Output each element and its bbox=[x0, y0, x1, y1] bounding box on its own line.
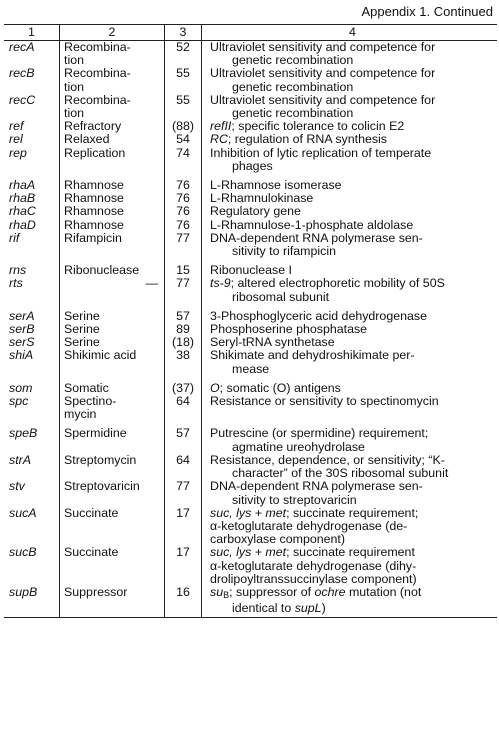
gene-name bbox=[60, 421, 165, 453]
gene-name-line: tion bbox=[64, 53, 84, 68]
gene-name bbox=[60, 395, 165, 421]
map-location: 64 bbox=[165, 395, 202, 421]
description-text: Inhibition of lytic replication of temperate bbox=[210, 145, 432, 160]
map-location: 76 bbox=[165, 219, 202, 232]
description-smallcaps: L bbox=[210, 217, 217, 232]
table-row bbox=[4, 277, 497, 303]
table-row bbox=[4, 480, 497, 506]
header-col-1: 1 bbox=[4, 25, 60, 41]
gene-symbol: sucA bbox=[9, 505, 37, 520]
description-italic: suc, lys + met bbox=[210, 505, 287, 520]
gene-description bbox=[202, 67, 498, 93]
description-italic: supL bbox=[294, 601, 322, 616]
description-text: -Rhamnulose-1-phosphate aldolase bbox=[216, 217, 414, 232]
map-location: 16 bbox=[165, 586, 202, 618]
gene-name-line: tion bbox=[64, 79, 84, 94]
map-location: 55 bbox=[165, 67, 202, 93]
description-line bbox=[210, 322, 367, 336]
map-location: 64 bbox=[165, 454, 202, 480]
gene-name bbox=[60, 277, 165, 303]
gene-name bbox=[60, 41, 165, 68]
description-smallcaps: L bbox=[210, 178, 217, 193]
gene-description bbox=[202, 395, 498, 421]
gene-description bbox=[202, 454, 498, 480]
gene-name-line: Serine bbox=[64, 335, 100, 350]
gene-name bbox=[60, 232, 165, 258]
gene-name-line: Succinate bbox=[64, 545, 119, 560]
description-text: Shikimate and dehydroshikimate per- bbox=[210, 348, 415, 363]
map-location: 57 bbox=[165, 421, 202, 453]
description-line bbox=[210, 147, 495, 160]
gene-symbol: rts bbox=[9, 276, 23, 291]
gene-symbol: speB bbox=[9, 426, 38, 441]
gene-description bbox=[202, 258, 498, 277]
gene-description bbox=[202, 304, 498, 323]
table-row bbox=[4, 349, 497, 375]
description-text: identical to bbox=[232, 601, 295, 616]
gene-name-line: Rhamnose bbox=[64, 191, 124, 206]
description-line: drolipoyltranssuccinylase component) bbox=[210, 571, 417, 586]
description-text: Ribonuclease I bbox=[210, 263, 292, 278]
gene-name-line: mycin bbox=[64, 407, 97, 422]
description-line bbox=[210, 204, 301, 218]
gene-description bbox=[202, 147, 498, 173]
description-text: -Rhamnose isomerase bbox=[216, 178, 342, 193]
gene-symbol: stv bbox=[9, 479, 25, 494]
map-location: 76 bbox=[165, 205, 202, 218]
gene-description bbox=[202, 349, 498, 375]
description-line bbox=[210, 119, 404, 133]
gene-name-line: Succinate bbox=[64, 505, 119, 520]
description-line: sitivity to rifampicin bbox=[232, 244, 336, 259]
gene-symbol: ref bbox=[9, 119, 24, 134]
gene-name-line: — bbox=[145, 276, 158, 291]
gene-symbol: sucB bbox=[9, 545, 37, 560]
map-location: 77 bbox=[165, 480, 202, 506]
gene-name-line: Rifampicin bbox=[64, 230, 122, 245]
description-line: carboxylase component) bbox=[210, 532, 345, 547]
map-location: 76 bbox=[165, 192, 202, 205]
gene-symbol: recB bbox=[9, 66, 35, 81]
gene-name bbox=[60, 147, 165, 173]
gene-symbol: rhaB bbox=[9, 191, 36, 206]
description-text: ; suppressor of bbox=[229, 584, 315, 599]
gene-name-line: Somatic bbox=[64, 380, 109, 395]
map-location: 77 bbox=[165, 232, 202, 258]
description-text: ; somatic (O) antigens bbox=[219, 380, 341, 395]
gene-name-line: Rhamnose bbox=[64, 178, 124, 193]
gene-name-line: Recombina- bbox=[64, 92, 131, 107]
table-row bbox=[4, 421, 497, 453]
description-line bbox=[210, 191, 313, 205]
description-line bbox=[210, 586, 495, 602]
description-line: genetic recombination bbox=[232, 106, 354, 121]
table-row bbox=[4, 507, 497, 547]
gene-symbol: rep bbox=[9, 145, 27, 160]
description-line: genetic recombination bbox=[232, 79, 354, 94]
map-location: 54 bbox=[165, 133, 202, 146]
gene-name bbox=[60, 258, 165, 277]
description-text: ; succinate requirement bbox=[286, 545, 415, 560]
gene-symbol: spc bbox=[9, 394, 29, 409]
description-italic: refII bbox=[210, 119, 232, 134]
gene-symbol: rhaA bbox=[9, 178, 36, 193]
gene-symbol: rel bbox=[9, 132, 23, 147]
gene-description bbox=[202, 376, 498, 395]
description-text: -Rhamnulokinase bbox=[216, 191, 314, 206]
map-location: 55 bbox=[165, 94, 202, 120]
header-row bbox=[4, 25, 497, 41]
gene-symbol: serB bbox=[9, 322, 35, 337]
map-location: 38 bbox=[165, 349, 202, 375]
gene-name-line: Serine bbox=[64, 322, 100, 337]
map-location: 17 bbox=[165, 546, 202, 586]
description-line bbox=[210, 132, 387, 146]
header-col-2: 2 bbox=[60, 25, 165, 41]
map-location: (88) bbox=[165, 120, 202, 133]
gene-description bbox=[202, 94, 498, 120]
gene-name-line: Shikimic acid bbox=[64, 348, 137, 363]
description-line bbox=[210, 546, 495, 559]
gene-name bbox=[60, 349, 165, 375]
table-row bbox=[4, 67, 497, 93]
gene-description bbox=[202, 480, 498, 506]
description-italic: su bbox=[210, 584, 224, 599]
map-location: 57 bbox=[165, 304, 202, 323]
gene-name-line: Suppressor bbox=[64, 584, 128, 599]
description-line bbox=[210, 381, 341, 395]
map-location: 77 bbox=[165, 277, 202, 303]
table-row bbox=[4, 147, 497, 173]
map-location: (37) bbox=[165, 376, 202, 395]
description-text: ; specific tolerance to colicin E2 bbox=[231, 119, 405, 134]
description-italic: suc, lys + met bbox=[210, 545, 287, 560]
gene-name-line: Serine bbox=[64, 308, 100, 323]
table-row bbox=[4, 173, 497, 192]
description-text: Seryl-tRNA synthetase bbox=[210, 335, 335, 350]
gene-name-line: Streptovaricin bbox=[64, 479, 140, 494]
description-line bbox=[210, 602, 495, 615]
gene-symbol: strA bbox=[9, 452, 32, 467]
table-row bbox=[4, 232, 497, 258]
gene-name-line: Streptomycin bbox=[64, 452, 137, 467]
gene-table bbox=[4, 24, 497, 618]
table-row bbox=[4, 94, 497, 120]
description-text: Ultraviolet sensitivity and competence for bbox=[210, 66, 436, 81]
description-text: 3-Phosphoglyceric acid dehydrogenase bbox=[210, 308, 427, 323]
gene-name bbox=[60, 507, 165, 547]
description-line: ribosomal subunit bbox=[232, 289, 330, 304]
gene-description bbox=[202, 586, 498, 618]
description-text: Putrescine (or spermidine) requirement; bbox=[210, 426, 429, 441]
gene-name bbox=[60, 480, 165, 506]
gene-name bbox=[60, 376, 165, 395]
gene-description bbox=[202, 232, 498, 258]
description-line: mease bbox=[232, 361, 270, 376]
gene-symbol: serA bbox=[9, 308, 35, 323]
gene-description bbox=[202, 173, 498, 192]
description-text: Resistance or sensitivity to spectinomycin bbox=[210, 394, 439, 409]
map-location: 17 bbox=[165, 507, 202, 547]
description-italic: ts-9 bbox=[210, 276, 231, 291]
gene-description bbox=[202, 546, 498, 586]
description-italic: ochre bbox=[314, 584, 346, 599]
gene-symbol: rhaD bbox=[9, 217, 36, 232]
gene-symbol: supB bbox=[4, 586, 60, 618]
gene-symbol: rns bbox=[9, 263, 27, 278]
gene-symbol: som bbox=[9, 380, 33, 395]
description-line bbox=[210, 394, 439, 408]
header-col-4: 4 bbox=[202, 25, 498, 41]
description-line: α-ketoglutarate dehydrogenase (dihy- bbox=[210, 558, 417, 573]
map-location: 74 bbox=[165, 147, 202, 173]
table-row bbox=[4, 258, 497, 277]
description-line bbox=[210, 67, 495, 80]
table-row bbox=[4, 454, 497, 480]
table-row bbox=[4, 395, 497, 421]
gene-symbol: serS bbox=[9, 335, 35, 350]
gene-symbol: rhaC bbox=[9, 204, 36, 219]
table-row bbox=[4, 304, 497, 323]
description-line bbox=[210, 335, 335, 349]
gene-name-line: Ribonuclease bbox=[64, 263, 140, 278]
description-line: α-ketoglutarate dehydrogenase (de- bbox=[210, 518, 408, 533]
gene-symbol: rif bbox=[9, 230, 20, 245]
description-line bbox=[210, 507, 495, 520]
description-line bbox=[210, 263, 292, 277]
map-location: 52 bbox=[165, 41, 202, 68]
table-row bbox=[4, 41, 497, 68]
gene-name bbox=[60, 94, 165, 120]
description-line bbox=[210, 427, 495, 440]
gene-description bbox=[202, 507, 498, 547]
gene-name-line: Replication bbox=[64, 145, 126, 160]
description-italic: RC bbox=[210, 132, 228, 147]
description-line: phages bbox=[232, 158, 273, 173]
description-text: Regulatory gene bbox=[210, 204, 301, 219]
description-text: Resistance, dependence, or sensitivity; “K- bbox=[210, 452, 445, 467]
description-text: mutation (not bbox=[345, 584, 422, 599]
gene-description bbox=[202, 277, 498, 303]
description-italic: O bbox=[210, 380, 220, 395]
map-location: 76 bbox=[165, 173, 202, 192]
gene-name-line: Spermidine bbox=[64, 426, 127, 441]
description-text: Ultraviolet sensitivity and competence for bbox=[210, 92, 436, 107]
description-text: Phosphoserine phosphatase bbox=[210, 322, 368, 337]
gene-symbol: recA bbox=[9, 40, 35, 54]
gene-symbol: shiA bbox=[9, 348, 34, 363]
description-line bbox=[210, 480, 495, 493]
description-line: agmatine ureohydrolase bbox=[232, 439, 365, 454]
gene-name bbox=[60, 173, 165, 192]
gene-description bbox=[202, 421, 498, 453]
description-text: ; altered electrophoretic mobility of 50S bbox=[230, 276, 445, 291]
description-line: character” of the 30S ribosomal subunit bbox=[232, 466, 449, 481]
description-subscript: B bbox=[223, 589, 230, 600]
gene-name bbox=[60, 304, 165, 323]
gene-name bbox=[60, 586, 165, 618]
table-row bbox=[4, 586, 497, 618]
description-text: DNA-dependent RNA polymerase sen- bbox=[210, 230, 423, 245]
description-line bbox=[210, 277, 495, 290]
gene-name-line: Spectino- bbox=[64, 394, 117, 409]
header-col-3: 3 bbox=[165, 25, 202, 41]
table-row bbox=[4, 376, 497, 395]
gene-name-line: tion bbox=[64, 106, 84, 121]
gene-name-line: Recombina- bbox=[64, 66, 131, 81]
description-line: sitivity to streptovaricin bbox=[232, 492, 357, 507]
gene-name bbox=[60, 454, 165, 480]
gene-name bbox=[60, 546, 165, 586]
map-location: 89 bbox=[165, 323, 202, 336]
description-line bbox=[210, 218, 413, 232]
description-text: DNA-dependent RNA polymerase sen- bbox=[210, 479, 423, 494]
description-text: ; regulation of RNA synthesis bbox=[227, 132, 387, 147]
gene-description bbox=[202, 41, 498, 68]
description-line bbox=[210, 309, 427, 323]
description-smallcaps: L bbox=[210, 191, 217, 206]
gene-name-line: Rhamnose bbox=[64, 217, 124, 232]
description-line bbox=[210, 349, 495, 362]
description-text: Ultraviolet sensitivity and competence for bbox=[210, 40, 436, 54]
description-line bbox=[210, 178, 342, 192]
gene-name-line: Relaxed bbox=[64, 132, 110, 147]
description-text: ; succinate requirement; bbox=[286, 505, 419, 520]
gene-symbol: recC bbox=[9, 92, 36, 107]
table-row bbox=[4, 546, 497, 586]
gene-name-line: Recombina- bbox=[64, 40, 131, 54]
gene-name-line: Rhamnose bbox=[64, 204, 124, 219]
table-caption: Appendix 1. Continued bbox=[361, 4, 493, 19]
map-location: (18) bbox=[165, 336, 202, 349]
description-line: genetic recombination bbox=[232, 53, 354, 68]
gene-name bbox=[60, 67, 165, 93]
description-text: ) bbox=[321, 601, 326, 616]
map-location: 15 bbox=[165, 258, 202, 277]
gene-name-line: Refractory bbox=[64, 119, 122, 134]
